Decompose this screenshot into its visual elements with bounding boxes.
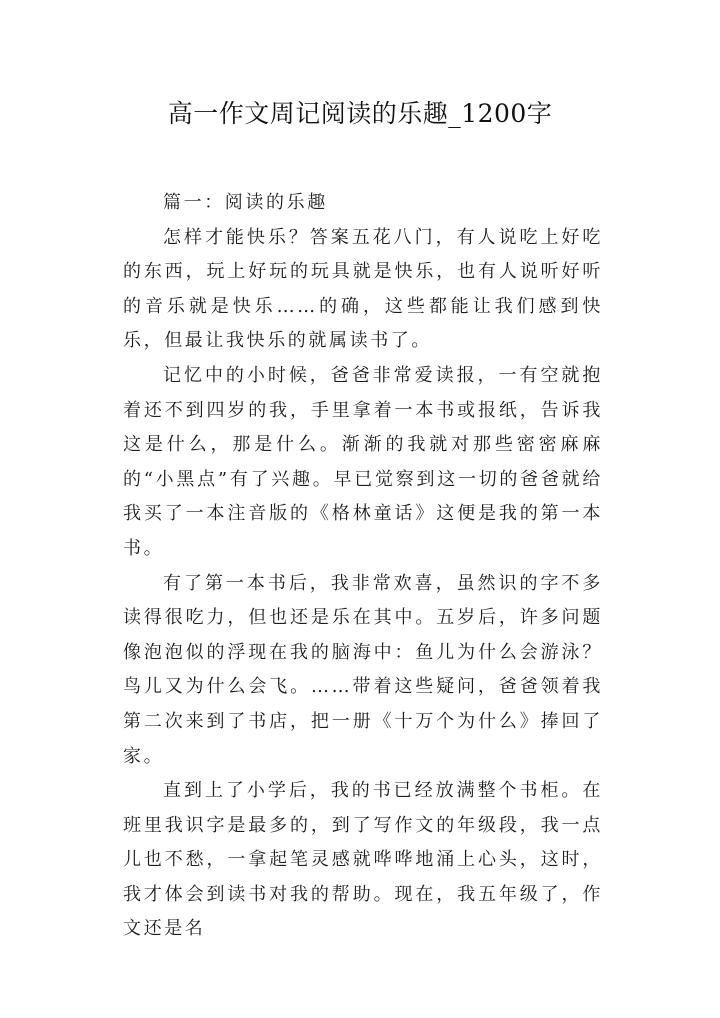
section-heading: 篇一：阅读的乐趣 [163,192,328,213]
paragraph: 怎样才能快乐？答案五花八门，有人说吃上好吃的东西，玩上好玩的玩具就是快乐，也有人说听好听的音乐就是快乐……的确，这些都能让我们感到快乐，但最让我快乐的就属读书了。 [123,226,603,352]
paragraph: 记忆中的小时候，爸爸非常爱读报，一有空就抱着还不到四岁的我，手里拿着一本书或报纸，告诉我这是什么，那是什么。渐渐的我就对那些密密麻麻的“小黑点”有了兴趣。早已觉察到这一切的爸爸就给我买了一本注音版的《格林童话》这便是我的第一本书。 [123,364,603,559]
document-title: 高一作文周记阅读的乐趣_1200字 [167,99,553,128]
paragraph: 直到上了小学后，我的书已经放满整个书柜。在班里我识字是最多的，到了写作文的年级段，我一点儿也不愁，一拿起笔灵感就哗哗地涌上心头，这时，我才体会到读书对我的帮助。现在，我五年级了，作文还是名 [123,780,603,940]
document-body [123,186,603,947]
paragraph: 有了第一本书后，我非常欢喜，虽然识的字不多读得很吃力，但也还是乐在其中。五岁后，许多问题像泡泡似的浮现在我的脑海中：鱼儿为什么会游泳？鸟儿又为什么会飞。……带着这些疑问，爸爸领着我第二次来到了书店，把一册《十万个为什么》捧回了家。 [123,572,603,767]
